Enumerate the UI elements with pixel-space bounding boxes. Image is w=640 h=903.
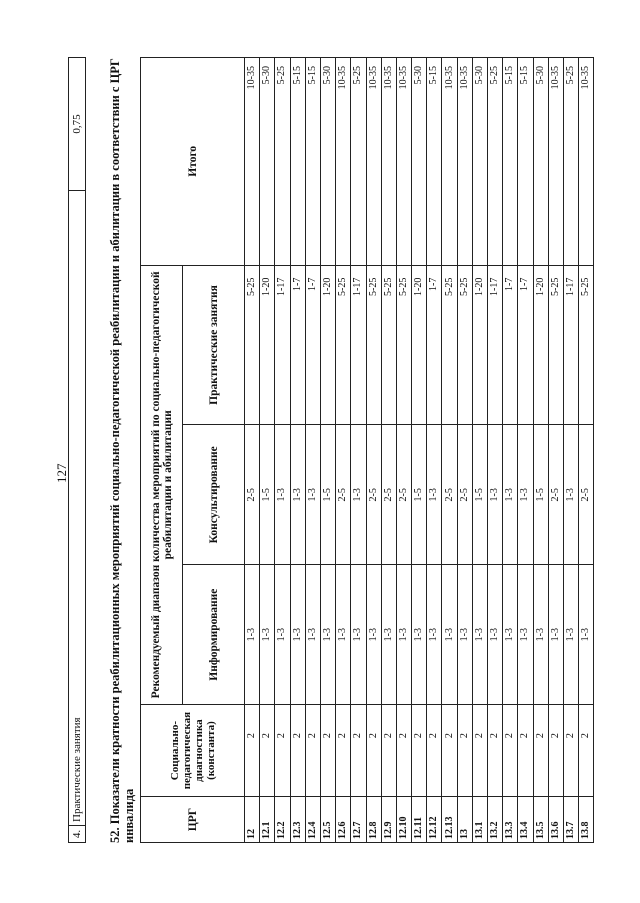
total-value: 5-15	[427, 58, 442, 266]
row-value: 0,75	[69, 58, 86, 191]
table-row	[442, 58, 457, 843]
practical-value: 1-17	[488, 265, 503, 425]
crg-code: 13.5	[533, 797, 548, 843]
crg-code: 12.11	[412, 797, 427, 843]
page-number: 127	[54, 463, 69, 483]
table-row	[336, 58, 351, 843]
header-crg: ЦРГ	[141, 797, 245, 843]
diagnostics-value: 2	[336, 705, 351, 797]
diagnostics-value: 2	[518, 705, 533, 797]
practical-value: 1-7	[503, 265, 518, 425]
consulting-value: 1-5	[472, 425, 487, 565]
informing-value: 1-3	[427, 565, 442, 705]
crg-code: 12.1	[260, 797, 275, 843]
total-value: 10-35	[579, 58, 594, 266]
crg-code: 12.10	[396, 797, 411, 843]
informing-value: 1-3	[381, 565, 396, 705]
total-value: 10-35	[336, 58, 351, 266]
table-row	[503, 58, 518, 843]
crg-code: 12	[245, 797, 260, 843]
table-row	[488, 58, 503, 843]
table-row	[260, 58, 275, 843]
practical-value: 1-7	[427, 265, 442, 425]
total-value: 10-35	[381, 58, 396, 266]
informing-value: 1-3	[488, 565, 503, 705]
practical-value: 5-25	[381, 265, 396, 425]
diagnostics-value: 2	[366, 705, 381, 797]
table-row	[245, 58, 260, 843]
consulting-value: 2-5	[579, 425, 594, 565]
crg-code: 13.8	[579, 797, 594, 843]
crg-code: 13.3	[503, 797, 518, 843]
diagnostics-value: 2	[503, 705, 518, 797]
diagnostics-value: 2	[260, 705, 275, 797]
practical-value: 1-7	[305, 265, 320, 425]
informing-value: 1-3	[503, 565, 518, 705]
crg-code: 12.8	[366, 797, 381, 843]
diagnostics-value: 2	[320, 705, 335, 797]
table-row	[579, 58, 594, 843]
table-row	[275, 58, 290, 843]
total-value: 5-15	[503, 58, 518, 266]
crg-code: 12.12	[427, 797, 442, 843]
practical-value: 1-7	[518, 265, 533, 425]
practical-value: 5-25	[579, 265, 594, 425]
practical-value: 5-25	[245, 265, 260, 425]
diagnostics-value: 2	[427, 705, 442, 797]
consulting-value: 1-5	[412, 425, 427, 565]
consulting-value: 2-5	[457, 425, 472, 565]
table-row	[396, 58, 411, 843]
informing-value: 1-3	[366, 565, 381, 705]
crg-code: 12.7	[351, 797, 366, 843]
diagnostics-value: 2	[442, 705, 457, 797]
informing-value: 1-3	[245, 565, 260, 705]
total-value: 10-35	[548, 58, 563, 266]
table-caption: 52. Показатели кратности реабилитационных мероприятий социально-педагогической реабилитации и абилитации в соответствии с ЦРГ инвалида	[108, 58, 136, 843]
total-value: 5-30	[320, 58, 335, 266]
practical-value: 1-17	[563, 265, 578, 425]
diagnostics-value: 2	[381, 705, 396, 797]
diagnostics-value: 2	[472, 705, 487, 797]
informing-value: 1-3	[472, 565, 487, 705]
crg-code: 12.13	[442, 797, 457, 843]
consulting-value: 1-3	[351, 425, 366, 565]
table-row	[412, 58, 427, 843]
row-name: Практические занятия	[69, 191, 86, 826]
total-value: 10-35	[457, 58, 472, 266]
informing-value: 1-3	[563, 565, 578, 705]
consulting-value: 2-5	[366, 425, 381, 565]
practical-value: 5-25	[457, 265, 472, 425]
diagnostics-value: 2	[351, 705, 366, 797]
diagnostics-value: 2	[275, 705, 290, 797]
practical-value: 5-25	[442, 265, 457, 425]
consulting-value: 1-3	[503, 425, 518, 565]
informing-value: 1-3	[275, 565, 290, 705]
consulting-value: 1-3	[290, 425, 305, 565]
table-row	[305, 58, 320, 843]
total-value: 5-25	[275, 58, 290, 266]
diagnostics-value: 2	[412, 705, 427, 797]
table-row	[290, 58, 305, 843]
practical-value: 5-25	[366, 265, 381, 425]
total-value: 5-25	[488, 58, 503, 266]
practical-value: 1-20	[260, 265, 275, 425]
previous-table-fragment	[68, 57, 86, 843]
table-row	[366, 58, 381, 843]
table-row	[563, 58, 578, 843]
practical-value: 1-20	[412, 265, 427, 425]
crg-code: 12.6	[336, 797, 351, 843]
crg-code: 13.4	[518, 797, 533, 843]
informing-value: 1-3	[442, 565, 457, 705]
total-value: 5-30	[260, 58, 275, 266]
total-value: 5-30	[412, 58, 427, 266]
diagnostics-value: 2	[245, 705, 260, 797]
diagnostics-value: 2	[396, 705, 411, 797]
header-practical: Практические занятия	[183, 265, 245, 425]
consulting-value: 2-5	[336, 425, 351, 565]
crg-code: 13.2	[488, 797, 503, 843]
practical-value: 1-20	[472, 265, 487, 425]
total-value: 5-30	[472, 58, 487, 266]
consulting-value: 1-5	[320, 425, 335, 565]
diagnostics-value: 2	[579, 705, 594, 797]
header-recommended-range: Рекомендуемый диапазон количества мероприятий по социально-педагогической реабилитации и абилитации	[141, 265, 183, 705]
practical-value: 5-25	[548, 265, 563, 425]
diagnostics-value: 2	[548, 705, 563, 797]
crg-code: 13.7	[563, 797, 578, 843]
crg-code: 12.5	[320, 797, 335, 843]
informing-value: 1-3	[533, 565, 548, 705]
crg-code: 13.6	[548, 797, 563, 843]
informing-value: 1-3	[548, 565, 563, 705]
informing-value: 1-3	[260, 565, 275, 705]
practical-value: 1-20	[320, 265, 335, 425]
table-row	[533, 58, 548, 843]
total-value: 10-35	[396, 58, 411, 266]
table-row	[381, 58, 396, 843]
informing-value: 1-3	[579, 565, 594, 705]
consulting-value: 1-5	[533, 425, 548, 565]
table-row	[427, 58, 442, 843]
consulting-value: 2-5	[381, 425, 396, 565]
diagnostics-value: 2	[488, 705, 503, 797]
consulting-value: 2-5	[548, 425, 563, 565]
consulting-value: 2-5	[442, 425, 457, 565]
crg-code: 12.2	[275, 797, 290, 843]
total-value: 10-35	[245, 58, 260, 266]
informing-value: 1-3	[336, 565, 351, 705]
informing-value: 1-3	[320, 565, 335, 705]
crg-code: 12.4	[305, 797, 320, 843]
total-value: 10-35	[366, 58, 381, 266]
total-value: 5-15	[518, 58, 533, 266]
rehabilitation-table	[140, 57, 594, 843]
header-diagnostics: Социально-педагогическая диагностика (константа)	[141, 705, 245, 797]
crg-code: 13	[457, 797, 472, 843]
total-value: 5-25	[563, 58, 578, 266]
header-consulting: Консультирование	[183, 425, 245, 565]
practical-value: 5-25	[336, 265, 351, 425]
consulting-value: 1-5	[260, 425, 275, 565]
table-row	[472, 58, 487, 843]
informing-value: 1-3	[457, 565, 472, 705]
practical-value: 1-17	[275, 265, 290, 425]
table-row	[457, 58, 472, 843]
consulting-value: 1-3	[275, 425, 290, 565]
total-value: 5-15	[305, 58, 320, 266]
diagnostics-value: 2	[305, 705, 320, 797]
consulting-value: 1-3	[488, 425, 503, 565]
diagnostics-value: 2	[533, 705, 548, 797]
consulting-value: 2-5	[245, 425, 260, 565]
consulting-value: 1-3	[305, 425, 320, 565]
table-row	[351, 58, 366, 843]
table-row	[548, 58, 563, 843]
diagnostics-value: 2	[563, 705, 578, 797]
header-informing: Информирование	[183, 565, 245, 705]
consulting-value: 2-5	[396, 425, 411, 565]
total-value: 10-35	[442, 58, 457, 266]
practical-value: 1-17	[351, 265, 366, 425]
crg-code: 12.3	[290, 797, 305, 843]
diagnostics-value: 2	[457, 705, 472, 797]
row-number: 4.	[69, 826, 86, 843]
practical-value: 1-20	[533, 265, 548, 425]
total-value: 5-15	[290, 58, 305, 266]
informing-value: 1-3	[412, 565, 427, 705]
informing-value: 1-3	[396, 565, 411, 705]
total-value: 5-30	[533, 58, 548, 266]
practical-value: 1-7	[290, 265, 305, 425]
practical-value: 5-25	[396, 265, 411, 425]
crg-code: 13.1	[472, 797, 487, 843]
informing-value: 1-3	[290, 565, 305, 705]
previous-table-row	[69, 58, 86, 843]
informing-value: 1-3	[305, 565, 320, 705]
table-row	[518, 58, 533, 843]
consulting-value: 1-3	[563, 425, 578, 565]
table-body	[245, 58, 594, 843]
total-value: 5-25	[351, 58, 366, 266]
informing-value: 1-3	[518, 565, 533, 705]
header-total: Итого	[141, 58, 245, 266]
table-row	[320, 58, 335, 843]
crg-code: 12.9	[381, 797, 396, 843]
consulting-value: 1-3	[518, 425, 533, 565]
informing-value: 1-3	[351, 565, 366, 705]
diagnostics-value: 2	[290, 705, 305, 797]
consulting-value: 1-3	[427, 425, 442, 565]
